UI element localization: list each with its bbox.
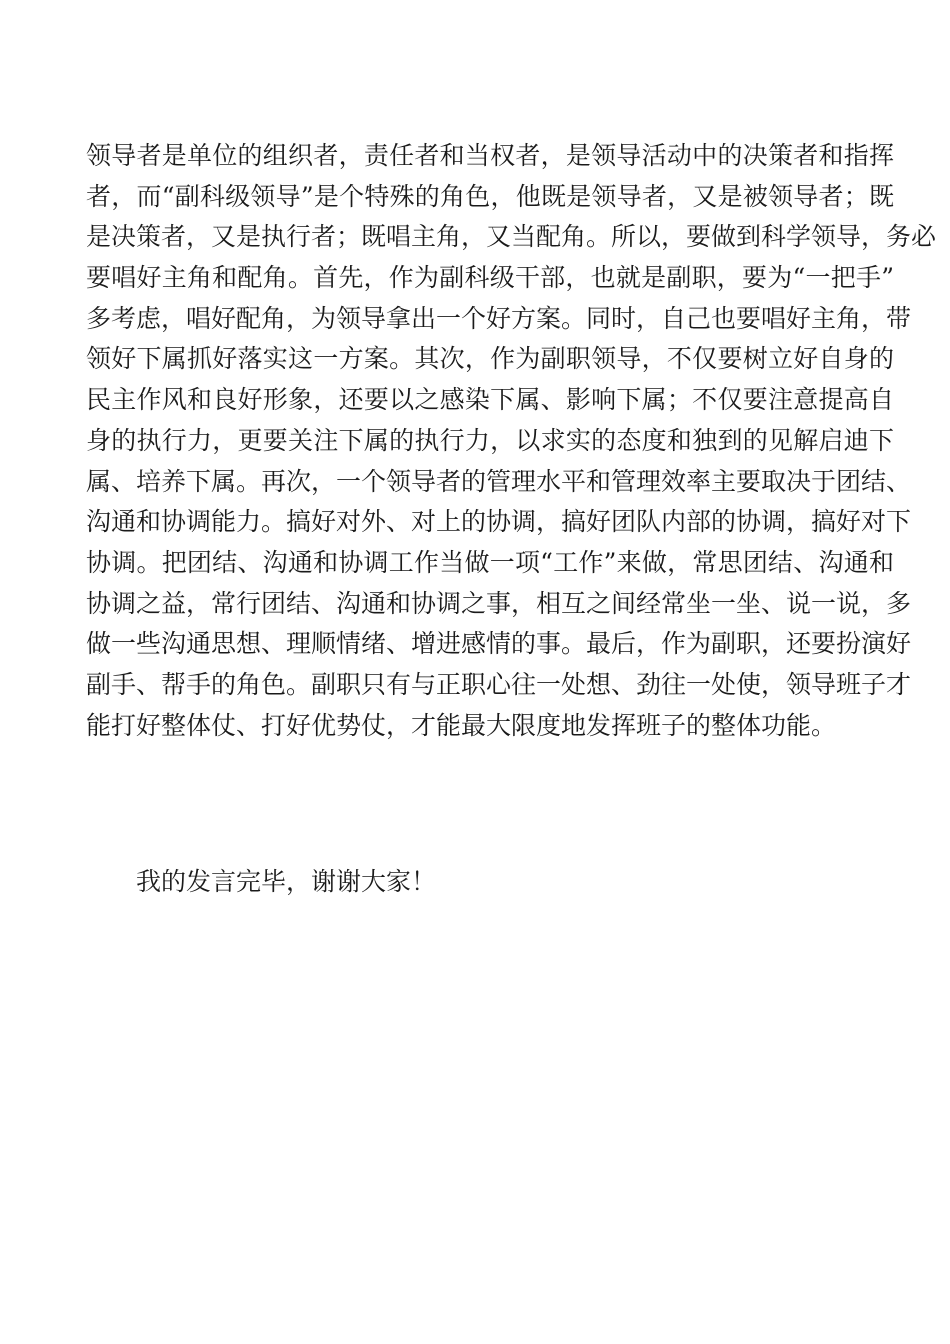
paragraph-line-15: 能打好整体仗、打好优势仗，才能最大限度地发挥班子的整体功能。 xyxy=(86,710,837,740)
paragraph-line-7: 民主作风和良好形象，还要以之感染下属、影响下属；不仅要注意提高自 xyxy=(86,385,894,415)
paragraph-line-4: 要唱好主角和配角。首先，作为副科级干部，也就是副职，要为“一把手” xyxy=(86,263,894,293)
paragraph-line-1: 领导者是单位的组织者，责任者和当权者，是领导活动中的决策者和指挥 xyxy=(86,141,894,170)
paragraph-line-8: 身的执行力，更要关注下属的执行力，以求实的态度和独到的见解启迪下 xyxy=(86,425,894,455)
paragraph-line-5: 多考虑，唱好配角，为领导拿出一个好方案。同时，自己也要唱好主角，带 xyxy=(86,303,912,333)
paragraph-line-11: 协调。把团结、沟通和协调工作当做一项“工作”来做，常思团结、沟通和 xyxy=(86,547,894,577)
paragraph-line-10: 沟通和协调能力。搞好对外、对上的协调，搞好团队内部的协调，搞好对下 xyxy=(86,507,912,537)
paragraph-line-14: 副手、帮手的角色。副职只有与正职心往一处想、劲往一处使，领导班子才 xyxy=(86,669,912,699)
paragraph-line-2: 者，而“副科级领导”是个特殊的角色，他既是领导者，又是被领导者；既 xyxy=(86,181,894,211)
paragraph-line-13: 做一些沟通思想、理顺情绪、增进感情的事。最后，作为副职，还要扮演好 xyxy=(86,629,912,659)
paragraph-line-12: 协调之益，常行团结、沟通和协调之事，相互之间经常坐一坐、说一说，多 xyxy=(86,588,912,618)
paragraph-line-3: 是决策者，又是执行者；既唱主角，又当配角。所以，要做到科学领导，务必 xyxy=(86,222,937,252)
body-paragraph xyxy=(86,136,937,746)
paragraph-line-6: 领好下属抓好落实这一方案。其次，作为副职领导，不仅要树立好自身的 xyxy=(86,344,894,374)
closing-remark: 我的发言完毕，谢谢大家！ xyxy=(136,867,437,896)
paragraph-line-9: 属、培养下属。再次，一个领导者的管理水平和管理效率主要取决于团结、 xyxy=(86,466,912,496)
